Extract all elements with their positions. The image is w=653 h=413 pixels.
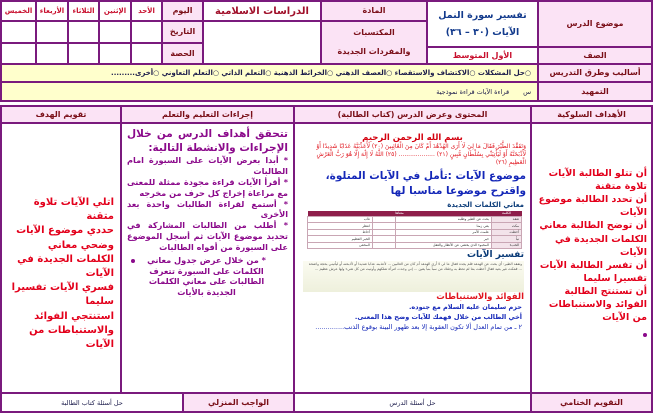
goal-evaluation xyxy=(0,122,122,394)
procedure-step: * أستمع لقراءة الطالبات واحدة بعد الأخرى xyxy=(127,198,288,220)
lesson-topic-line2: الآيات (٣٠ – ٣٦) xyxy=(445,27,520,38)
date-cell-wednesday[interactable] xyxy=(35,20,69,44)
subject-label: المادة xyxy=(320,0,428,22)
procedure-step: * أقرأ الآيات قراءة مجودة ممثلة للمعنى مع مراعاة إخراج كل حرف من مخرجه xyxy=(127,177,288,198)
goal-item: أن توضح الطالبة معاني الكلمات الجديدة في الآيات xyxy=(539,220,647,258)
date-cell-tuesday[interactable] xyxy=(67,20,100,44)
vocab-row: تفقد بحث عن الطير وطلبه غاب xyxy=(308,216,522,223)
day-thursday: الخميس xyxy=(0,0,37,22)
final-eval-label: التقويم الختامي xyxy=(530,392,653,413)
homework-label: الواجب المنزلي xyxy=(182,392,295,413)
date-label: التاريخ xyxy=(161,20,204,44)
vocab-table xyxy=(307,211,522,250)
teaching-methods-label: أساليب وطرق التدريس xyxy=(537,63,653,83)
benefit-item: أخي الطالب من خلال فهمك للآيات وضح هذا المعنى. xyxy=(354,313,522,322)
vocab-row: نبأ خبر الخبر العظيم xyxy=(308,236,522,243)
final-eval-value: حل أسئلة الدرس xyxy=(293,392,532,413)
goal-item: أن تحدد الطالبة موضوع الآيات xyxy=(538,194,647,219)
evaluation-item: استنتجي الفوائد والاستنباطات من الآيات xyxy=(29,310,114,350)
day-monday: الإثنين xyxy=(98,0,132,22)
tafsir-heading: تفسير الآيات xyxy=(466,250,524,261)
acquired-label-line2: والمفردات الجديدة xyxy=(337,47,411,56)
period-cell-wednesday[interactable] xyxy=(35,42,69,65)
period-label: الحصة xyxy=(161,42,204,65)
vocab-header-word: الكلمة xyxy=(492,211,522,217)
intro-text: قراءة الآيات قراءة نموذجية xyxy=(436,87,510,96)
procedure-bullet-step: * من خلال عرض جدول معاني الكلمات على السبورة تتعرف الطالبات على معاني الكلمات الجديدة بالأيات xyxy=(127,255,288,298)
vocab-row: أحطت علمت الأمر أحاط xyxy=(308,229,522,236)
vocab-heading: معاني الكلمات الجديدة xyxy=(447,200,524,209)
vocab-row: مكث بقي زمنا انتظر xyxy=(308,223,522,230)
evaluation-item: وضحي معاني الكلمات الجديدة في الآيات xyxy=(17,239,114,279)
behavioral-goals xyxy=(530,122,653,394)
teaching-methods-options[interactable]: ○حل المشكلات ○الاكتشاف والاستقصاء ○العصف الذهني ○الخرائط الذهنية ○التعلم الذاتي ○التعلم التعاوني ○أخرى......... xyxy=(0,63,539,83)
grade-label: الصف xyxy=(537,46,653,65)
grade-value: الأول المتوسط xyxy=(426,46,539,65)
goal-item: أن تتلو الطالبة الآيات تلاوة متقنة xyxy=(548,168,647,193)
subject-value: الدراسات الاسلامية xyxy=(202,0,322,22)
intro-content xyxy=(0,81,539,102)
vocab-row: الخبء المخبوء الذي يختفي عن الأنظار والعقل المخفي xyxy=(308,242,522,249)
benefits-heading: الفوائد والاستنباطات xyxy=(436,292,524,303)
period-cell-monday[interactable] xyxy=(98,42,132,65)
intro-label: التمهيد xyxy=(537,81,653,102)
date-cell-monday[interactable] xyxy=(98,20,132,44)
col-header-content: المحتوى وعرض الدرس (كتاب الطالبة) xyxy=(293,105,532,124)
lesson-topic-label: موضوع الدرس xyxy=(537,0,653,48)
tafsir-text: وتفقد الطير: أي بحث عن الهدهد فلم يجده فقال ما لي لا أرى الهدهد أم كان من الغائبين ... لأعذبنه عذابا شديدا أو لأذبحنه أو ليأتيني بحجة واضحة ... فمكث غير بعيد فقال أحطت بما لم تحط به وجئتك من سبأ بنبأ يقين ... إني وجدت امرأة تملكهم وأوتيت من كل شيء ولها عرش عظيم ... xyxy=(303,261,524,292)
benefits-list xyxy=(295,302,530,332)
evaluation-item: فسري الآيات تفسيرا سليما xyxy=(11,282,114,308)
col-header-evaluation: تقويم الهدف xyxy=(0,105,122,124)
day-tuesday: الثلاثاء xyxy=(67,0,100,22)
period-cell-tuesday[interactable] xyxy=(67,42,100,65)
benefit-item: ٢ ـ من تمام العدل ألا تكون العقوبة إلا بعد ظهور البينة بوقوع الذنب.............. xyxy=(315,323,522,332)
acquired-label-line1: المكتسبات xyxy=(353,28,395,38)
day-wednesday: الأربعاء xyxy=(35,0,69,22)
teaching-procedures xyxy=(120,122,295,394)
col-header-goals: الأهداف السلوكية xyxy=(530,105,653,124)
quran-verses: وَتَفَقَّدَ الطَّيْرَ فَقَالَ مَا لِيَ لَا أَرَى الْهُدْهُدَ أَمْ كَانَ مِنَ الْغَائِبِينَ (٢٠) لَأُعَذِّبَنَّهُ عَذَابًا شَدِيدًا أَوْ لَأَذْبَحَنَّهُ أَوْ لَيَأْتِيَنِّي بِسُلْطَانٍ مُّبِينٍ (٢١) ................... (٢٥) اللَّهُ لَا إِلَٰهَ إِلَّا هُوَ رَبُّ الْعَرْشِ الْعَظِيمِ (٢٦) xyxy=(316,143,526,167)
acquired-vocab-value[interactable] xyxy=(202,20,322,65)
goal-item: أن تستنتج الطالبة الفوائد والاستنباطات من الآيات xyxy=(548,285,647,324)
basmala: بسم الله الرحمن الرحيم xyxy=(362,133,463,143)
date-cell-sunday[interactable] xyxy=(130,20,163,44)
intro-marker: س xyxy=(523,87,531,96)
evaluation-item: اتلي الآيات تلاوة متقنة xyxy=(33,197,114,223)
topic-question: موضوع الآيات :تأمل في الآيات المتلوة، واقترح موضوعا مناسبا لها xyxy=(325,170,526,197)
homework-value: حل أسئلة كتاب الطالبة xyxy=(0,392,184,413)
lesson-content xyxy=(293,122,532,394)
procedure-step: * أبدا بعرض الآيات على السبورة امام الطالبات xyxy=(127,155,288,177)
day-label: اليوم xyxy=(161,0,204,22)
evaluation-item: حددي موضوع الآيات xyxy=(16,225,114,237)
acquired-vocab-label xyxy=(320,20,428,65)
procedure-step: * أطلب من الطالبات المشاركة في تحديد موضوع الآيات ثم أسجل الموضوع على السبورة من أفواه الطالبات xyxy=(127,220,288,252)
period-cell-sunday[interactable] xyxy=(130,42,163,65)
vocab-header-meaning: معناها xyxy=(308,211,492,217)
procedures-heading: تتحقق أهداف الدرس من خلال الإجراءات والانشطة التالية: xyxy=(127,128,288,155)
col-header-procedures: إجراءات التعليم والتعلم xyxy=(120,105,295,124)
bullet-icon xyxy=(131,259,135,263)
goal-item: أن تفسر الطالبة الآيات تفسيرا سليما xyxy=(539,259,647,284)
date-cell-thursday[interactable] xyxy=(0,20,37,44)
day-sunday: الأحد xyxy=(130,0,163,22)
lesson-topic-value xyxy=(426,0,539,48)
bullet-icon xyxy=(643,333,647,337)
benefit-item: حزم سليمان عليه السلام مع جنوده. xyxy=(408,303,522,312)
lesson-topic-line1: تفسير سورة النمل xyxy=(438,9,527,21)
period-cell-thursday[interactable] xyxy=(0,42,37,65)
